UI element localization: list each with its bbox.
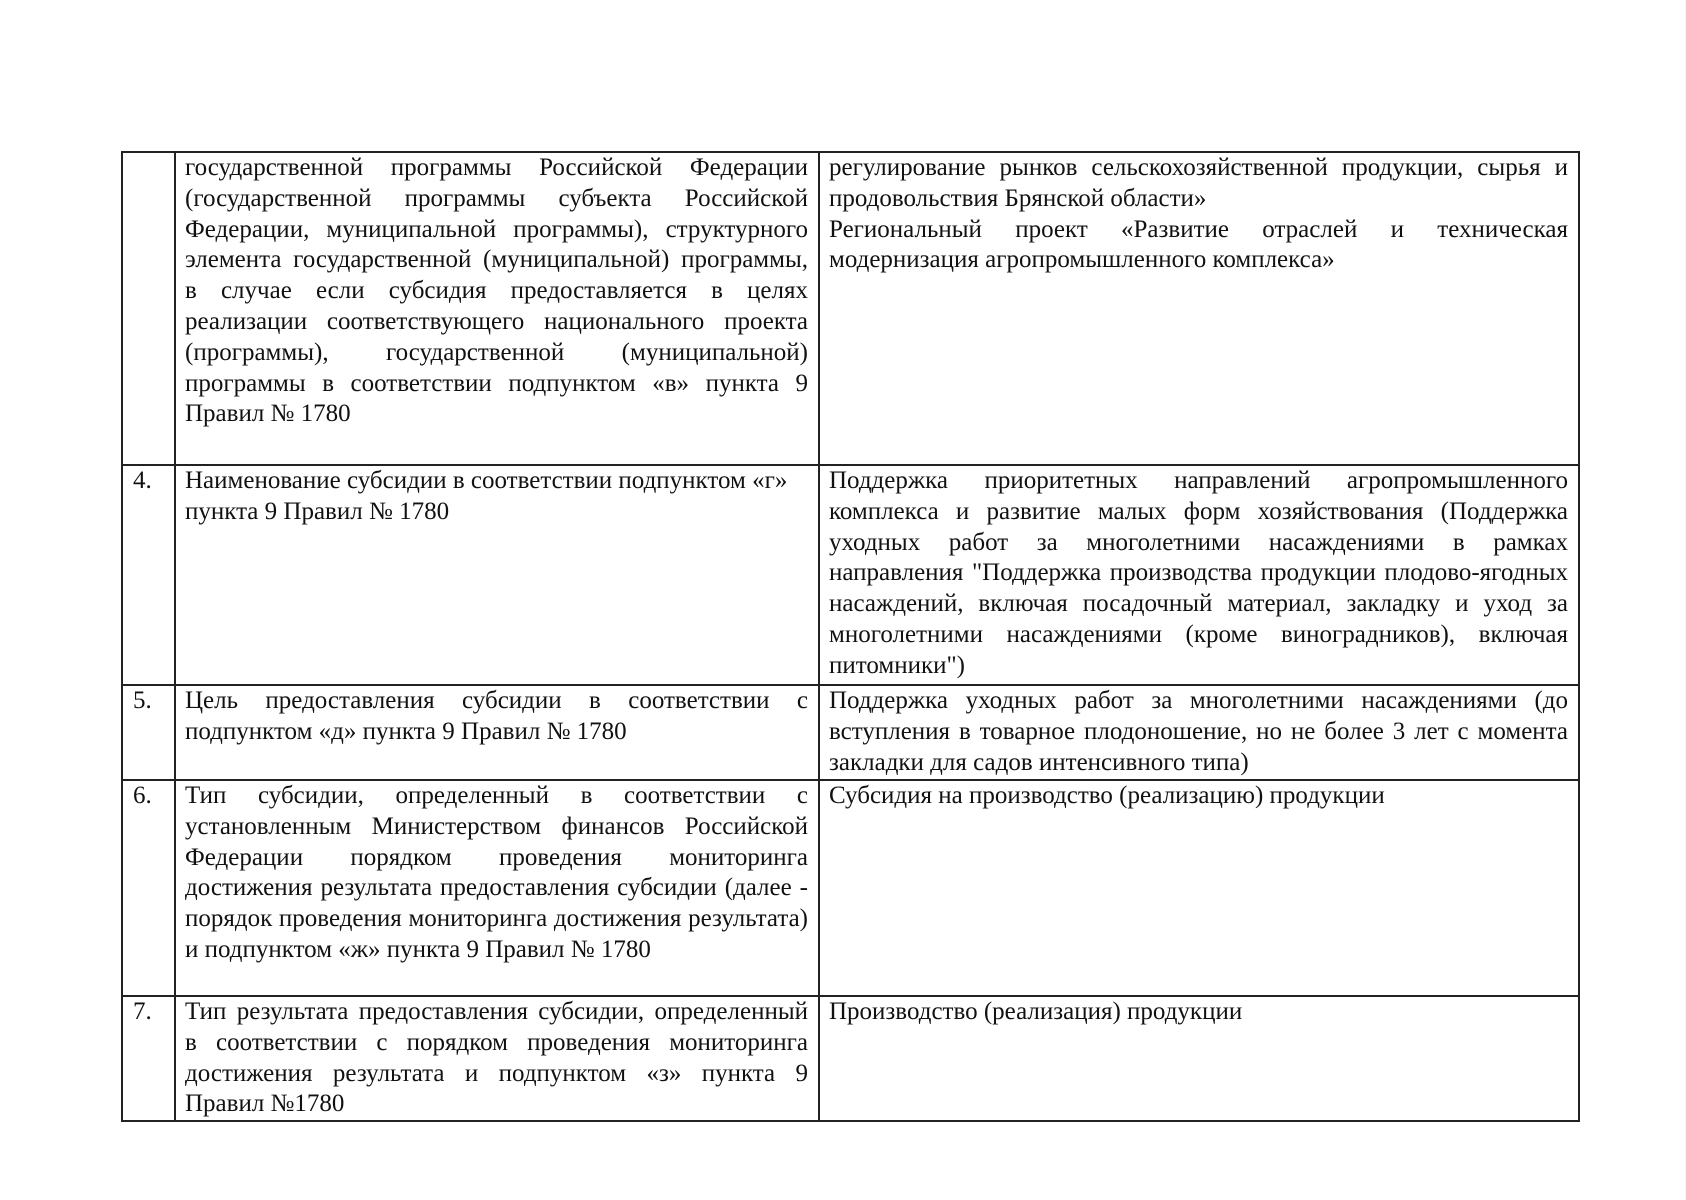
row-label: государственной программы Российской Федерации (государственной программы субъекта Российской Федерации, муниципальной программы), структурного элемента государственной (муниципальной) программы, в случае если субсидия предоставляется в целях реализации соответствующего национального проекта (программы), государственной (муниципальной) программы в соответствии подпунктом «в» пункта 9 Правил № 1780 xyxy=(175,152,819,465)
row-value xyxy=(819,780,1579,996)
row-number: 7. xyxy=(122,996,175,1121)
row-label: Тип субсидии, определенный в соответствии с установленным Министерством финансов Российской Федерации порядком проведения мониторинга достижения результата предоставления субсидии (далее - порядок проведения мониторинга достижения результата) и подпунктом «ж» пункта 9 Правил № 1780 xyxy=(175,780,819,996)
row-number: 5. xyxy=(122,685,175,780)
table-row xyxy=(122,465,1579,685)
row-value-line: Поддержка приоритетных направлений агропромышленного комплекса и развитие малых форм хозяйствования (Поддержка уходных работ за многолетними насаждениями в рамках направления "Поддержка производства продукции плодово-ягодных насаждений, включая посадочный материал, закладку и уход за многолетними насаждениями (кроме виноградников), включая питомники") xyxy=(829,467,1568,679)
table-row xyxy=(122,996,1579,1121)
row-value-line: регулирование рынков сельскохозяйственной продукции, сырья и продовольствия Брянской области» xyxy=(829,154,1568,212)
row-value xyxy=(819,685,1579,780)
row-number xyxy=(122,152,175,465)
row-label: Наименование субсидии в соответствии подпунктом «г» пункта 9 Правил № 1780 xyxy=(175,465,819,685)
row-value-line: Региональный проект «Развитие отраслей и техническая модернизация агропромышленного комплекса» xyxy=(829,215,1568,274)
row-label: Цель предоставления субсидии в соответствии с подпунктом «д» пункта 9 Правил № 1780 xyxy=(175,685,819,780)
row-number: 6. xyxy=(122,780,175,996)
subsidy-passport-table xyxy=(121,151,1580,1122)
row-label: Тип результата предоставления субсидии, определенный в соответствии с порядком проведения мониторинга достижения результата и подпунктом «з» пункта 9 Правил №1780 xyxy=(175,996,819,1121)
row-value-line: Производство (реализация) продукции xyxy=(829,998,1243,1025)
row-value xyxy=(819,996,1579,1121)
row-number: 4. xyxy=(122,465,175,685)
row-value-line: Поддержка уходных работ за многолетними насаждениями (до вступления в товарное плодоношение, но не более 3 лет с момента закладки для садов интенсивного типа) xyxy=(829,687,1568,776)
table-row xyxy=(122,780,1579,996)
table-row xyxy=(122,685,1579,780)
row-value xyxy=(819,152,1579,465)
row-value xyxy=(819,465,1579,685)
row-value-line: Субсидия на производство (реализацию) продукции xyxy=(829,782,1385,809)
table-row xyxy=(122,152,1579,465)
